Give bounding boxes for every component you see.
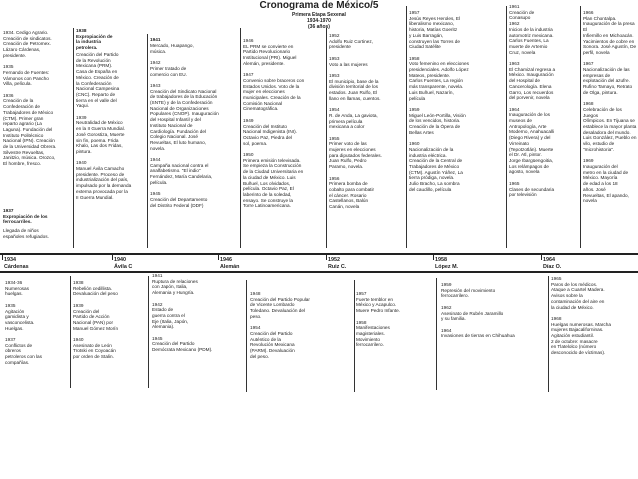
subtitle-count: (36 años): [308, 24, 330, 30]
timeline-entry: Llegada de niños españoles refugiados.: [3, 228, 49, 239]
timeline-tick: [218, 254, 219, 260]
timeline-entry: 1952 Adolfo Ruiz Cortinez, presidente 1953 Voto a las mujeres 1953 El municipio, base de la división territorial de los estados. Juan Rulfo, El llano en llamas, cuentos. 1954 R. de Anda, La gaviota, primera película mexicana a color 1955 Primer voto de las mujeres en elecciones para diputados federales. Juan Rulfo, Pedro Paramo, novela. 1956 Primera bomba de cobalto para combatir el cáncer. Rosario Castellanos, Balún Canán, novela: [329, 33, 382, 210]
timeline-bar: [0, 271, 638, 273]
timeline-entry: 1934-36 Numerosas huelgas. 1935 Agitación gamidista y vasconcelista. Huelgas. 1937 Conflictos de obreros petroleros con las compañías.: [5, 280, 42, 365]
timeline-tick: [112, 254, 113, 260]
divider: [580, 6, 581, 248]
timeline-tick: [541, 254, 542, 260]
timeline-entry: 1966 Plan Chontalpa. Inauguración de la presa El Infiernillo en Michoacán. Yacimientos de cobre en Sonora. José Agustín, De perfil, novela 1967 Nacionalización de las empresas de explotación del azufre. Rufino Tamayo, Retrato de Olga, pintura. 1968 Celebración de los Juegos Olímpicos. En Tijuana se establece la mayor planta desaladora del mundo. Luis González, Pueblo en vilo, estudio de "microhistoria". 1969 Inauguración del metro en la ciudad de México. Mayoría de edad a los 18 años. José Revueltas, El apando, novela: [583, 10, 637, 204]
timeline-entry: 1946 EL PRM se convierte en Partido Revolucionario Institucional (PRI). Miguel Alemán, presidente. 1947 Convenio sobre braceros con Estados Unidos. Voto de la mujer en elecciones municipales. Creación de la Comisión Nacional Cinematográfica. 1949 Creación del Instituto Nacional Indigenista (INI). Octavio Paz, Piedra del sol, poema. 1950 Primera emisión televisada. Se empieza la Construcción de la Ciudad Universitaria en la ciudad de México. Luis Buñuel, Los olvidados, película. Octavio Paz, El laberinto de la soledad, ensayo. Se construye la Torre Latinoamericana.: [243, 38, 305, 209]
subtitle-stage: Primera Etapa Sexenal: [292, 12, 346, 18]
timeline-tick: [2, 254, 3, 260]
timeline-entry: 1941 Ruptura de relaciones con Japón, Italia, Alemania y Hungría. 1942 Estado de guerra contra el Eje (Italia, Japón, Alemania). 1945 Creación del Partido Demócrata Mexicano (PDM).: [152, 273, 213, 353]
era-year: 1964: [543, 257, 555, 263]
page-title: Cronograma de México/5: [259, 0, 379, 11]
subtitle-years: 1934-1970: [307, 18, 331, 24]
timeline-entry: 1957 Fuerte temblor en México y Acapulco. Muere Pedro Infante. 1958 Manifestaciones magisteriales. Movimiento ferrocarrilero.: [356, 291, 401, 348]
divider: [548, 276, 549, 392]
era-president: Ávila C: [114, 264, 133, 270]
timeline-entry: Creación del Partido de la Revolución Mexicana (PRM). Casa de España en México. Creación de la Confederación Nacional Campesina (CNC). Reparto de tierra en el valle del Yaqui. 1939 Neutralidad de México en la II Guerra Mundial. José Gorostiza, Muerte sin fin, poema. Frida Khalo, Las dos Fridas, pintura. 1940 Manuel Ávila Camacho presidente. Proceso de industrialización del país, impulsado por la demanda externa provocada por la II Guerra Mundial.: [76, 52, 132, 200]
divider: [354, 280, 355, 392]
divider: [148, 276, 149, 388]
timeline-entry: 1959 Represión del movimiento ferrocarrilero. 1962 Asesinato de Rubén Jaramillo y su familia. 1964 Invasiones de tierras en Chihuahua: [441, 282, 515, 339]
era-president: Ruiz C.: [328, 264, 347, 270]
timeline-tick: [326, 254, 327, 260]
divider: [240, 28, 241, 248]
timeline-tick: [433, 254, 434, 260]
era-year: 1952: [328, 257, 340, 263]
era-year: 1946: [220, 257, 232, 263]
era-year: 1958: [435, 257, 447, 263]
divider: [73, 28, 74, 248]
divider: [506, 6, 507, 248]
era-year: 1934: [4, 257, 16, 263]
timeline-entry: 1965 Paros de los médicos. Ataque a Cuartel Madera. Avisos sobre la contaminación del aire en la ciudad de México. 1968 Huelgas numerosas. Marcha mujeres Bajacaliforninas. Agitación estudiantil. 2 de octubre: masacre en Tlatelolco (número desconocido de víctimas).: [551, 276, 611, 356]
timeline-entry: 1948 Creación del Partido Popular de Vicente Lombardo Toledano. Devaluación del peso. 1954 Creación del Partido Auténtico de la Revolución Mexicana (PARM). Devaluación del peso.: [250, 291, 310, 359]
era-year: 1940: [114, 257, 126, 263]
timeline-entry: 1934. Cedigo Agrario. Creación de sindicatos. Creación de Petromex. Lázaro Cárdenas, presidente. 1935 Fernando de Fuentes: Vámonos con Pancho Villa, película. 1936 Creación de la Confederación de Trabajadores de México (CTM). Primer gran reparto agrario (La Laguna). Fundación del Instituto Politécnico Nacional (IPN). Creación de la Universidad Obrera. Silvestre Revueltas, Janitzio, música. Orozco, El hombre, fresco.: [3, 30, 57, 167]
divider: [246, 280, 247, 392]
timeline-entry: 1961 Creación de Conasupo 1962 Inicios de la industria automotriz mexicana. Carlos Fuentes, La muerte de Artemio Cruz, novela 1963 El Chamizal regresa a México. Inauguración del Hospital de Cancerología. Elena Garro, Los recuerdos del porvenir, novela 1964 Inauguración de los museos de Antropología, Arte Moderno, Anahuacalli (Diego Rivera) y del Virreinato (Tepotzotlán). Muerte el Dr. Atl, pintor. Jorge Ibargüengoitia, Los relámpagos de agosto, novela 1965 Clases de secundaria por televisión: [509, 4, 556, 198]
divider: [406, 6, 407, 248]
era-president: Alemán: [220, 264, 240, 270]
era-president: Cárdenas: [4, 264, 29, 270]
timeline-entry: 1957 Jesús Reyes Heroles, El liberalismo mexicano, historia, Matías Goeritz y Luis Barragán, construyen las Torres de Ciudad Satélite 1958 Voto femenino en elecciones presidenciales. Adolfo López Mateos, presidente. Carlos Fuentes, La región más transparente, novela. Luis Buñuel, Nazarín, película 1959 Miguel León-Portilla, Visión de los vencidos, historia. Creación de la Ópera de Bellas Artes 1960 Nacionalización de la industria eléctrica. Creación de la Central de Trabajadores de México (CTM). Agustín Yáñez, La tierra pródiga, novela. Julio Bracho, La sombra del caudillo, película: [409, 10, 469, 192]
divider: [436, 278, 437, 390]
timeline-entry-highlight: 1941: [150, 37, 161, 42]
divider: [326, 28, 327, 248]
timeline-entry-highlight: 1937 Expropiación de los ferrocarriles.: [3, 208, 48, 225]
timeline-entry: 1938 Rebelión cedillista. Devaluación del peso 1939 Creación del Partido de Acción Nacional (PAN) por Manuel Gómez Morín 1940 Asesinato de León Trotski en Coyoacán por orden de Stalin.: [73, 280, 119, 360]
era-president: Díaz O.: [543, 264, 562, 270]
timeline-bar: [0, 253, 638, 255]
timeline-entry: Mercado, Huapango, música. 1942 Primer tratado de comercio con EU. 1943 Creación del Sindicato Nacional de trabajadores de la Educación (SNTE) y de la Confederación Nacional de Organizaciones Populares (CNOP). Inauguración del Hospital Infantil y del Instituto Nacional de Cardiología. Fundación del Colegio Nacional. José Revueltas, El luto humano, novela. 1944 Campaña nacional contra el analfabetismo. "El indio" Fernández, María Candelaria, película. 1945 Creación del Departamento del Distrito Federal (DDF): [150, 43, 219, 208]
divider: [70, 276, 71, 388]
era-president: López M.: [435, 264, 459, 270]
timeline-entry-highlight: 1938 Expropiación de la industria petrolera.: [76, 28, 113, 51]
divider: [147, 34, 148, 248]
